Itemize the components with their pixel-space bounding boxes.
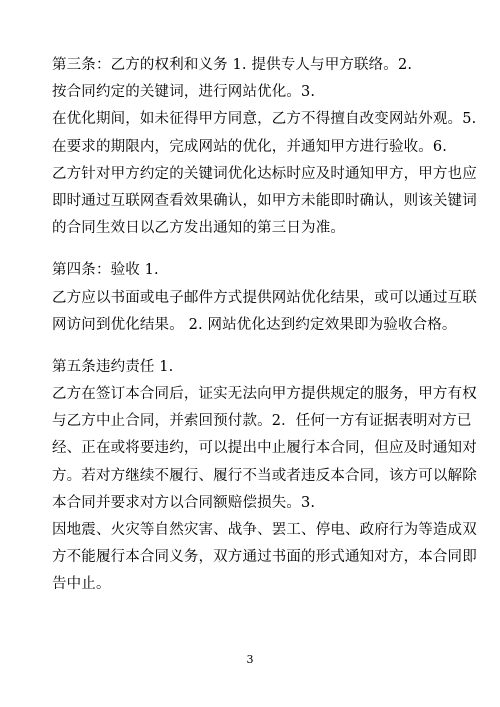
section-gap xyxy=(52,339,462,354)
text-line: 第五条违约责任 1. xyxy=(52,358,174,375)
text-line: 本合同并要求对方以合同额赔偿损失。3. xyxy=(52,494,316,511)
section-gap xyxy=(52,242,462,257)
text-line: 第三条：乙方的权利和义务 1. 提供专人与甲方联络。2. xyxy=(52,57,413,73)
clause-3-section xyxy=(52,52,477,242)
text-line: 乙方应以书面或电子邮件方式提供网站优化结果，或可以通过互联 xyxy=(52,289,477,306)
page-number: 3 xyxy=(246,653,254,666)
text-line: 方。若对方继续不履行、履行不当或者违反本合同，该方可以解除 xyxy=(52,467,477,484)
text-line: 方不能履行本合同义务，双方通过书面的形式通知对方，本合同即 xyxy=(52,549,477,566)
text-line: 因地震、火灾等自然灾害、战争、罢工、停电、政府行为等造成双 xyxy=(52,522,477,538)
text-line: 在要求的期限内，完成网站的优化，并通知甲方进行验收。6. xyxy=(52,138,448,155)
text-line: 乙方在签订本合同后，证实无法向甲方提供规定的服务，甲方有权 xyxy=(52,386,477,403)
text-line: 按合同约定的关键词，进行网站优化。3. xyxy=(52,84,316,101)
text-line: 网访问到优化结果。 2. 网站优化达到约定效果即为验收合格。 xyxy=(52,316,457,333)
text-line: 乙方针对甲方约定的关键词优化达标时应及时通知甲方，甲方也应 xyxy=(52,165,477,182)
clause-5-section xyxy=(52,354,477,599)
text-line: 与乙方中止合同，并索回预付款。2．任何一方有证据表明对方已 xyxy=(52,413,472,430)
text-line: 的合同生效日以乙方发出通知的第三日为准。 xyxy=(52,220,345,237)
text-line: 经、正在或将要违约，可以提出中止履行本合同，但应及时通知对 xyxy=(52,440,477,457)
text-line: 在优化期间，如未征得甲方同意，乙方不得擅自改变网站外观。5. xyxy=(52,111,477,128)
text-line: 告中止。 xyxy=(52,576,111,593)
text-line: 即时通过互联网查看效果确认，如甲方未能即时确认，则该关键词 xyxy=(52,192,477,209)
text-line: 第四条：验收 1. xyxy=(52,262,159,279)
document-body xyxy=(52,52,477,599)
clause-4-section xyxy=(52,257,477,339)
